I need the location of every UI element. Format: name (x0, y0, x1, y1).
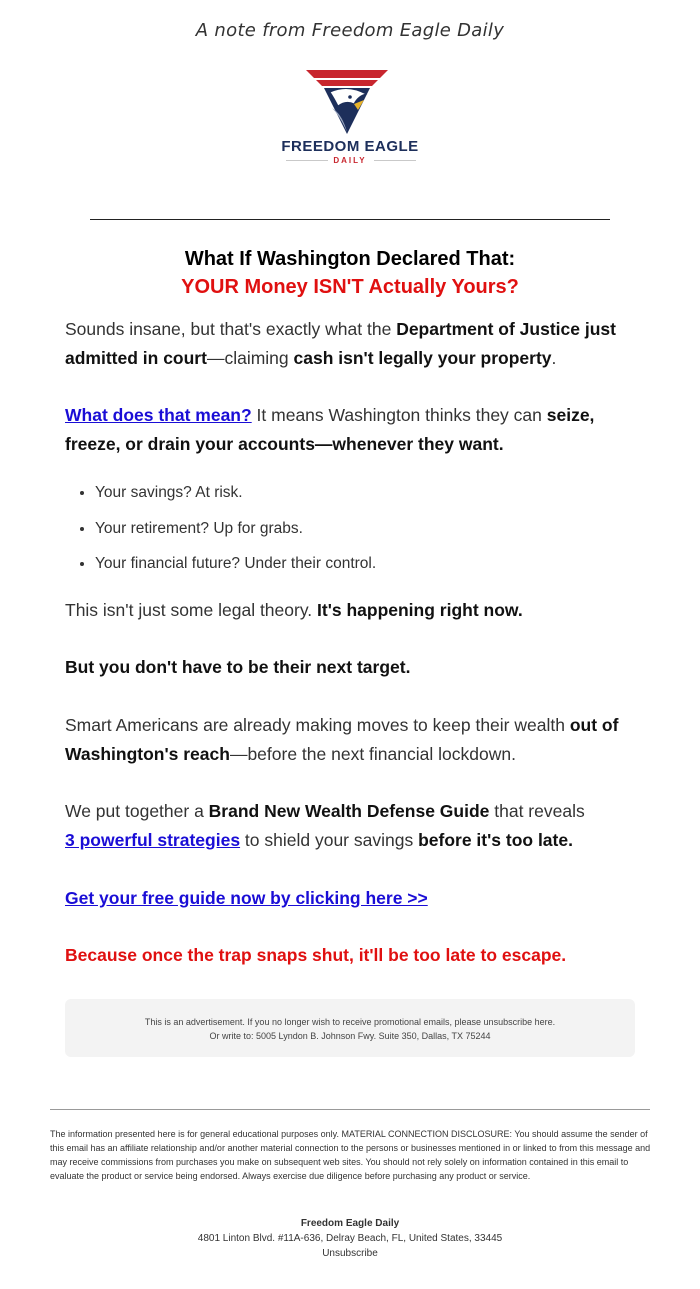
ad-address: Or write to: 5005 Lyndon B. Johnson Fwy. Suite 350, Dallas, TX 75244 (209, 1031, 491, 1041)
footer-brand: Freedom Eagle Daily (300, 1218, 400, 1229)
closing-warning: Because once the trap snaps shut, it'll be too late to escape. (65, 945, 567, 965)
footer (0, 1216, 700, 1261)
paragraph-meaning: What does that mean? It means Washington thinks they can seize, freeze, or drain your accounts—whenever they want. (65, 405, 595, 454)
paragraph-intro: Sounds insane, but that's exactly what the Department of Justice just admitted in court—claiming cash isn't legally your property. (65, 319, 616, 368)
paragraph-target: But you don't have to be their next target. (65, 657, 411, 677)
get-free-guide-link[interactable]: Get your free guide now by clicking here >> (65, 888, 428, 908)
what-does-that-mean-link[interactable]: What does that mean? (65, 405, 252, 425)
list-item: • Your retirement? Up for grabs. (95, 516, 376, 552)
list-item: • Your savings? At risk. (95, 480, 376, 516)
footer-divider (50, 1109, 650, 1110)
strategies-link[interactable]: 3 powerful strategies (65, 830, 241, 850)
risk-list (65, 480, 376, 587)
paragraph-guide: We put together a Brand New Wealth Defense Guide that reveals 3 powerful strategies to shield your savings before it's too late. (65, 801, 585, 850)
list-item: • Your financial future? Under their control. (95, 551, 376, 587)
paragraph-smart-americans: Smart Americans are already making moves to keep their wealth out of Washington's reach—before the next financial lockdown. (65, 715, 619, 764)
header-note: A note from Freedom Eagle Daily (195, 20, 505, 41)
headline-line2: YOUR Money ISN'T Actually Yours? (181, 276, 519, 298)
paragraph-happening: This isn't just some legal theory. It's happening right now. (65, 600, 523, 620)
disclaimer-text: The information presented here is for general educational purposes only. MATERIAL CONNECTION DISCLOSURE: You should assume the sender of this email has an affiliate relationship and/or another material connection to the persons or businesses mentioned in or linked to from this message and may receive commissions from purchases you make on subsequent web sites. You should not rely solely on information contained in this email to evaluate the product or service being endorsed. Always exercise due diligence before purchasing any product or service. (50, 1129, 651, 1181)
unsubscribe-link[interactable]: Unsubscribe (322, 1248, 378, 1259)
logo-wordmark: FREEDOM EAGLE (281, 138, 419, 155)
headline-line1: What If Washington Declared That: (184, 248, 516, 270)
logo-subtitle: DAILY (333, 156, 367, 165)
header-divider (90, 219, 610, 220)
footer-address: 4801 Linton Blvd. #11A-636, Delray Beach, FL, United States, 33445 (197, 1233, 503, 1244)
cta-paragraph (65, 884, 645, 913)
ad-unsubscribe-text[interactable]: This is an advertisement. If you no longer wish to receive promotional emails, please unsubscribe here. (144, 1017, 556, 1027)
advertisement-box (65, 999, 635, 1057)
